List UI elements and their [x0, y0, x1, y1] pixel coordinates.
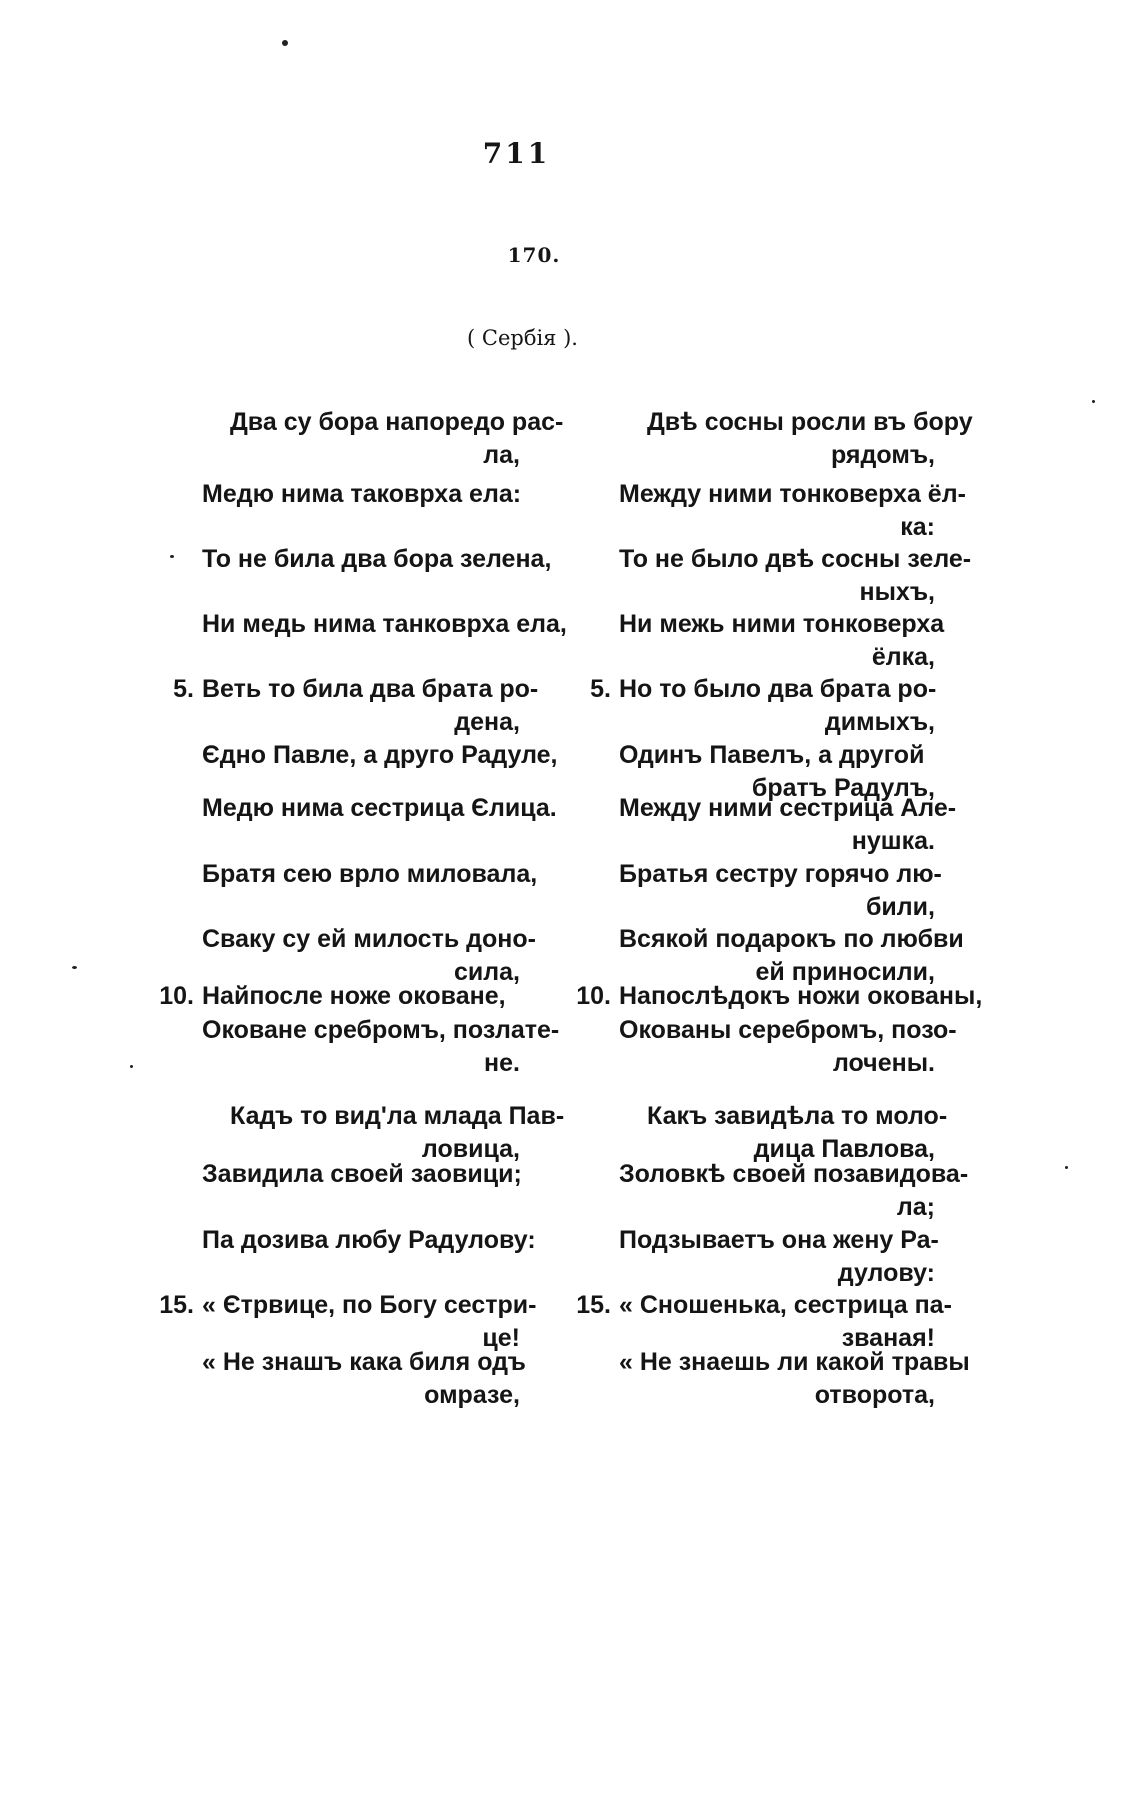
- verse-text: Двѣ сосны росли въ бору: [647, 408, 973, 436]
- song-origin: ( Сербія ).: [467, 326, 578, 350]
- verse-text: Но то было два брата ро-: [619, 675, 937, 703]
- verse-continuation: званая!: [841, 1324, 935, 1352]
- verse-continuation: дена,: [454, 708, 520, 736]
- verse-text: Завидила своей заовици;: [202, 1160, 522, 1188]
- verse-text: Кадъ то вид'ла млада Пав-: [230, 1102, 565, 1130]
- verse-text: « Єтрвице, по Богу сестри-: [202, 1291, 537, 1319]
- verse-continuation: омразе,: [424, 1381, 520, 1409]
- verse-text: Сваку су ей милость доно-: [202, 925, 536, 953]
- verse-text: Подзываетъ она жену Ра-: [619, 1226, 939, 1254]
- verse-continuation: дулову:: [837, 1259, 935, 1287]
- verse-continuation: не.: [484, 1049, 520, 1077]
- verse-text: Одинъ Павелъ, а другой: [619, 741, 925, 769]
- print-speck: [130, 1065, 133, 1068]
- verse-continuation: ла,: [483, 441, 520, 469]
- line-number: 5.: [590, 675, 611, 703]
- verse-text: « Сношенька, сестрица па-: [619, 1291, 952, 1319]
- line-number: 10.: [159, 982, 194, 1010]
- verse-continuation: рядомъ,: [830, 441, 935, 469]
- song-number: 170.: [507, 243, 561, 267]
- verse-text: То не била два бора зелена,: [202, 545, 552, 573]
- verse-continuation: нушка.: [851, 827, 935, 855]
- verse-continuation: братъ Радулъ,: [751, 774, 935, 802]
- verse-text: Медю нима сестрица Єлица.: [202, 794, 557, 822]
- verse-text: Оковане сребромъ, позлате-: [202, 1016, 560, 1044]
- page-number: 711: [482, 137, 551, 170]
- verse-text: Ни медь нима танковрха ела,: [202, 610, 567, 638]
- verse-text: « Не знаешь ли какой травы: [619, 1348, 970, 1376]
- verse-continuation: били,: [865, 893, 935, 921]
- verse-text: Веть то била два брата ро-: [202, 675, 539, 703]
- line-number: 15.: [159, 1291, 194, 1319]
- verse-text: Братя сею врло миловала,: [202, 860, 538, 888]
- print-speck: [1065, 1166, 1068, 1169]
- verse-text: Окованы серебромъ, позо-: [619, 1016, 957, 1044]
- verse-continuation: ка:: [900, 513, 935, 541]
- line-number: 5.: [173, 675, 194, 703]
- verse-text: Медю нима таковрха ела:: [202, 480, 522, 508]
- verse-text: Братья сестру горячо лю-: [619, 860, 942, 888]
- verse-text: « Не знашъ кака биля одъ: [202, 1348, 526, 1376]
- verse-text: Между ними тонковерха ёл-: [619, 480, 966, 508]
- verse-text: Напослѣдокъ ножи окованы,: [619, 982, 983, 1010]
- verse-text: Между ними сестрица Але-: [619, 794, 957, 822]
- line-number: 15.: [576, 1291, 611, 1319]
- verse-continuation: димыхъ,: [824, 708, 935, 736]
- verse-continuation: ей приносили,: [755, 958, 935, 986]
- print-speck: [72, 966, 77, 969]
- verse-continuation: ловица,: [421, 1135, 520, 1163]
- verse-continuation: ныхъ,: [859, 578, 935, 606]
- verse-continuation: сила,: [453, 958, 520, 986]
- verse-text: Ни межь ними тонковерха: [619, 610, 945, 638]
- verse-continuation: ёлка,: [871, 643, 935, 671]
- print-speck: [282, 40, 288, 46]
- line-number: 10.: [576, 982, 611, 1010]
- verse-text: Всякой подарокъ по любви: [619, 925, 964, 953]
- print-speck: [1092, 400, 1095, 403]
- verse-text: Єдно Павле, а друго Радуле,: [202, 741, 558, 769]
- verse-text: Какъ завидѣла то моло-: [647, 1102, 948, 1130]
- verse-continuation: отворота,: [814, 1381, 935, 1409]
- verse-text: Золовкѣ своей позавидова-: [619, 1160, 969, 1188]
- verse-text: Два су бора напоредо рас-: [230, 408, 564, 436]
- verse-text: Па дозива любу Радулову:: [202, 1226, 536, 1254]
- verse-continuation: це!: [482, 1324, 520, 1352]
- verse-continuation: дица Павлова,: [753, 1135, 935, 1163]
- verse-continuation: лочены.: [832, 1049, 935, 1077]
- verse-text: Найпосле ноже оковане,: [202, 982, 506, 1010]
- print-speck: [170, 555, 174, 558]
- verse-text: То не было двѣ сосны зеле-: [619, 545, 972, 573]
- verse-continuation: ла;: [896, 1193, 935, 1221]
